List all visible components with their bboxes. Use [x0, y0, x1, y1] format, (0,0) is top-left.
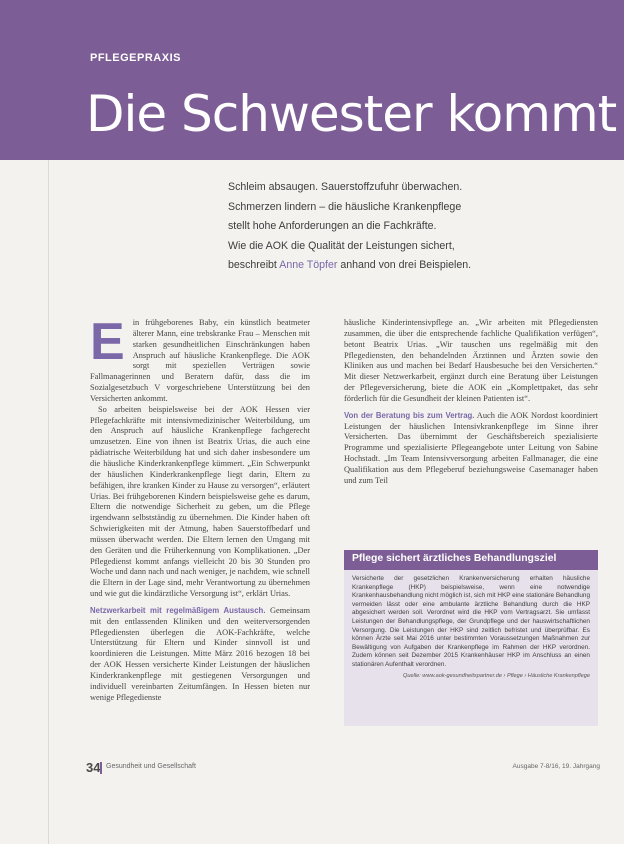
paragraph: häusliche Kinderintensivpflege an. „Wir arbeiten mit Pflegediensten zusammen, die über die entsprechende fachliche Qualifikation verfügen“, betont Beatrix Urias. „Wir tauschen uns regelmäßig mit den Pflegediensten, den behandelnden Ärztinnen und Ärzten sowie den Kliniken aus und machen bei Bedarf Hausbesuche bei den Versicherten.“ Mit dieser Netzwerkarbeit, ergänzt durch eine Beratung über Leistungen der Pflegeversicherung, biete die AOK ein „Komplettpaket, das sehr förderlich für die Gesundheit der kleinen Patienten ist“. — [344, 318, 598, 403]
lead-text: beschreibt — [228, 259, 280, 271]
info-box — [344, 550, 598, 726]
paragraph: So arbeiten beispielsweise bei der AOK Hessen vier Pflegefachkräfte mit intensivmedizinischer Weiterbildung, um den Anspruch auf häusliche Krankenpflege fachgerecht umzusetzen. Eine von ihnen ist Beatrix Urias, die auch eine pädiatrische Weiterbildung hat und sich daher insbesondere um die häusliche Kinderkrankenpflege kümmert. „Ein Schwerpunkt der häuslichen Kinderkrankenpflege liegt darin, Eltern zu befähigen, ihre kranken Kinder zu Hause zu versorgen“, erläutert Urias. Bei frühgeborenen Kindern beispielsweise gehe es darum, Eltern die notwendige Sicherheit zu geben, um die Pflege irgendwann selbstständig zu übernehmen. Die Kinder haben oft Schwierigkeiten mit der Atmung, haben Sauerstoffbedarf und müssen überwacht werden. Die Eltern lernen den Umgang mit den Geräten und die Früherkennung von Komplikationen. „Der Pflegedienst kommt anfangs vielleicht 20 bis 30 Stunden pro Woche und dann nach und nach weniger, je nachdem, wie schnell die Eltern in der Lage sind, mehr Verantwortung zu übernehmen und wie gut die kindärztliche Versorgung ist“, erklärt Urias. — [90, 404, 310, 599]
section-kicker: PFLEGEPRAXIS — [90, 52, 181, 64]
page-number: 34 — [86, 760, 101, 775]
article-title: Die Schwester kommt — [86, 85, 617, 143]
lead-line: Schleim absaugen. Sauerstoffzufuhr überwachen. — [228, 181, 463, 193]
issue-info: Ausgabe 7-8/16, 19. Jahrgang — [512, 763, 600, 770]
article-lead — [228, 178, 528, 276]
info-box-source: Quelle: www.aok-gesundheitspartner.de › Pflege › Häusliche Krankenpflege — [403, 672, 590, 679]
magazine-name: Gesundheit und Gesellschaft — [106, 763, 196, 770]
info-box-text: Versicherte der gesetzlichen Krankenversicherung erhalten häusliche Krankenpflege (HKP) beispielsweise, wenn eine notwendige Krankenhausbehandlung nicht möglich ist, sich mit HKP eine stationäre Behandlung vermeiden lässt oder eine ambulante ärztliche Behandlung durch die HKP abgesichert werden soll. Verordnet wird die HKP vom Vertragsarzt. Sie umfasst Leistungen der Behandlungspflege, der Grundpflege und der hauswirtschaftlichen Versorgung. Die Leistungen der HKP sind zeitlich befristet und überprüfbar. Es können Ärzte seit Mai 2016 unter bestimmten Voraussetzungen Maßnahmen zur Bewältigung von Aufgaben der Krankenpflege im Rahmen der HKP verordnen. Zudem können seit Dezember 2015 Krankenhäuser HKP im Anschluss an einen stationären Aufenthalt verordnen. — [352, 575, 590, 668]
lead-line: Wie die AOK die Qualität der Leistungen sichert, — [228, 239, 455, 252]
author-name: Anne Töpfer — [279, 259, 338, 271]
paragraph-text: in frühgeborenes Baby, ein künstlich beatmeter älterer Mann, eine trebskranke Frau – Menschen mit starken gesundheitlichen Einschränkungen haben Anspruch auf häusliche Krankenpflege. Die AOK sorgt mit speziellen Verträgen sowie Fallmanagerinnen und Beratern dafür, dass die im Sozialgesetzbuch V vorgeschriebene Unterstützung bei den Versicherten ankommt. — [90, 318, 310, 403]
drop-cap: E — [90, 313, 125, 371]
lead-line: stellt hohe Anforderungen an die Fachkräfte. — [228, 220, 437, 232]
footer-divider — [100, 762, 102, 774]
paragraph-text: Gemeinsam mit den entlassenden Kliniken und den weiterversorgenden Pflegediensten überlegen die AOK-Fachkräfte, welche Unterstützung für Eltern und Kinder sinnvoll ist und koordinieren die Leistungen. Mitte März 2016 bezogen 18 bei der AOK Hessen versicherte Kinder Leistungen der häuslichen Kinderkrankenpflege mit gestiegenen Versorgungen und individuell vereinbarten Zeitumfängen. In Hessen bieten nur wenige Pflegedienste — [90, 605, 310, 702]
body-column-left — [90, 313, 310, 704]
header-banner — [0, 0, 624, 160]
lead-text: anhand von drei Beispielen. — [337, 259, 472, 271]
subheading: Von der Beratung bis zum Vertrag. — [344, 410, 475, 420]
paragraph — [90, 313, 310, 405]
lead-line: Schmerzen lindern – die häusliche Krankenpflege — [228, 200, 462, 213]
lead-line — [228, 256, 528, 276]
page-footer — [86, 760, 600, 780]
body-column-right — [344, 318, 598, 487]
paragraph — [90, 606, 310, 704]
paragraph-text: Auch die AOK Nordost koordiniert Leistungen der häuslichen Intensivkrankenpflege im Sinne ihrer Versicherten. Das übernimmt der Geschäftsbereich spezialisierte Programme und spezialisierte Pflegeangebote unter Leitung von Sabine Hochstadt. „Im Team Intensivversorgung arbeiten Fallmanager, die eine Qualifikation aus dem Pflegeberuf beziehungsweise Casemanager haben und zum Teil — [344, 410, 598, 485]
subheading: Netzwerkarbeit mit regelmäßigem Austausch. — [90, 605, 266, 615]
paragraph — [344, 411, 598, 487]
info-box-heading: Pflege sichert ärztliches Behandlungsziel — [344, 550, 598, 570]
